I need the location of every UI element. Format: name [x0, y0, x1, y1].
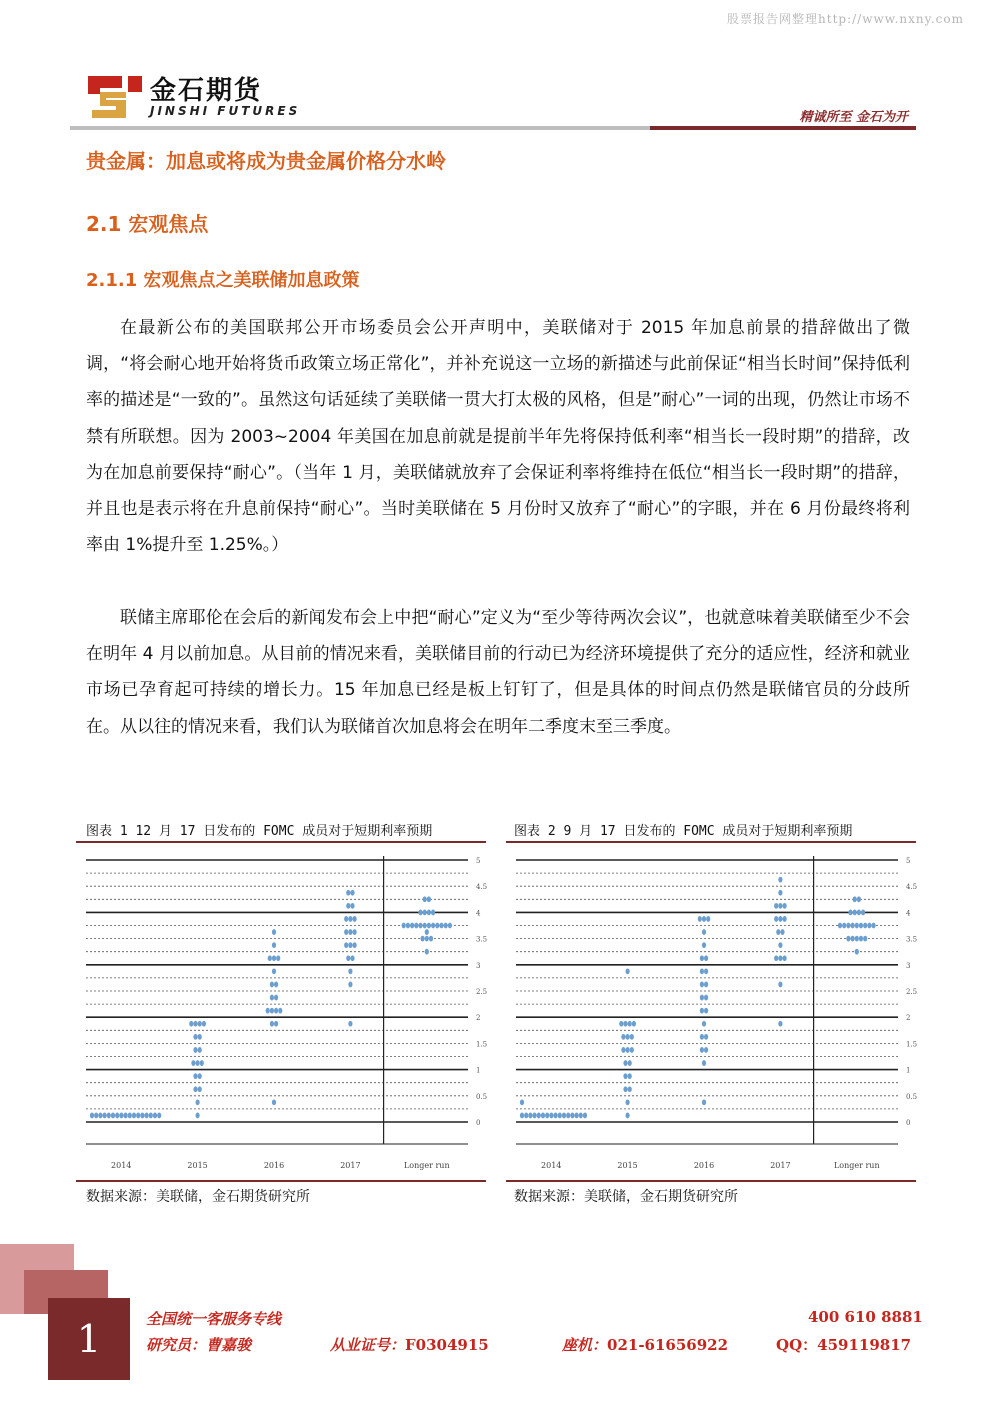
participant-dot: [855, 923, 859, 929]
participant-dot: [348, 968, 352, 974]
figure-rule: [506, 841, 916, 843]
y-tick-label: 0.5: [476, 1092, 488, 1101]
participant-dot: [266, 1008, 270, 1014]
participant-dot: [348, 1021, 352, 1027]
participant-dot: [702, 929, 706, 935]
participant-dot: [778, 890, 782, 896]
participant-dot: [626, 968, 630, 974]
logo-icon: [86, 72, 144, 120]
participant-dot: [842, 923, 846, 929]
participant-dot: [103, 1113, 107, 1119]
x-tick-label: 2016: [263, 1161, 285, 1170]
participant-dot: [872, 923, 876, 929]
participant-dot: [778, 955, 782, 961]
figure-rule: [506, 1180, 916, 1182]
participant-dot: [700, 1047, 704, 1053]
analyst-row: [146, 1334, 251, 1355]
y-tick-label: 1.5: [906, 1040, 918, 1049]
qq-row: [776, 1334, 911, 1355]
analyst-name: 曹嘉骏: [206, 1336, 252, 1354]
paragraph: 在最新公布的美国联邦公开市场委员会公开声明中，美联储对于 2015 年加息前景的措辞做出了微调，“将会耐心地开始将货币政策立场正常化”，并补充说这一立场的新描述与此前保证“相当长时间”保持低利率的描述是“一致的”。虽然这句话延续了美联储一贯大打太极的风格，但是”耐心”一词的出现，仍然让市场不禁有所联想。因为 2003~2004 年美国在加息前就是提前半年先将保持低利率“相当长一段时期”的措辞，改为在加息前要保持“耐心”。（当年 1 月，美联储就放弃了会保证利率将维持在低位“相当长一段时期”的措辞，并且也是表示将在升息前保持“耐心”。当时美联储在 5 月份时又放弃了“耐心”的字眼，并在 6 月份最终将利率由 1%提升至 1.25%。）: [86, 318, 910, 556]
participant-dot: [270, 982, 274, 988]
participant-dot: [198, 1047, 202, 1053]
participant-dot: [700, 995, 704, 1001]
participant-dot: [867, 923, 871, 929]
participant-dot: [191, 1060, 195, 1066]
participant-dot: [145, 1113, 149, 1119]
participant-dot: [410, 923, 414, 929]
participant-dot: [558, 1113, 562, 1119]
participant-dot: [272, 968, 276, 974]
participant-dot: [429, 936, 433, 942]
participant-dot: [350, 903, 354, 909]
participant-dot: [90, 1113, 94, 1119]
participant-dot: [193, 1021, 197, 1027]
participant-dot: [193, 1047, 197, 1053]
participant-dot: [425, 936, 429, 942]
phone-number: 021-61656922: [607, 1336, 729, 1354]
participant-dot: [549, 1113, 553, 1119]
subsubsection-heading: 2.1.1 宏观焦点之美联储加息政策: [86, 270, 360, 291]
participant-dot: [425, 949, 429, 955]
participant-dot: [628, 1073, 632, 1079]
participant-dot: [448, 923, 452, 929]
participant-dot: [140, 1113, 144, 1119]
x-tick-label: 2017: [340, 1161, 361, 1170]
participant-dot: [626, 1034, 630, 1040]
x-tick-label: 2014: [541, 1161, 562, 1170]
participant-dot: [783, 916, 787, 922]
participant-dot: [274, 995, 278, 1001]
analyst-label: 研究员：: [146, 1336, 207, 1354]
participant-dot: [704, 1047, 708, 1053]
participant-dot: [344, 942, 348, 948]
y-tick-label: 4: [476, 909, 481, 918]
y-tick-label: 5: [476, 857, 481, 865]
figure-rule: [76, 1180, 486, 1182]
participant-dot: [533, 1113, 537, 1119]
participant-dot: [623, 1060, 627, 1066]
participant-dot: [780, 929, 784, 935]
y-tick-label: 0: [476, 1119, 481, 1127]
participant-dot: [778, 903, 782, 909]
qq-label: QQ：: [776, 1336, 818, 1354]
y-tick-label: 4.5: [906, 883, 918, 892]
participant-dot: [189, 1021, 193, 1027]
participant-dot: [626, 1099, 630, 1105]
participant-dot: [196, 1060, 200, 1066]
header-rule-grey: [70, 126, 650, 130]
participant-dot: [418, 910, 422, 916]
participant-dot: [427, 896, 431, 902]
participant-dot: [435, 923, 439, 929]
participant-dot: [157, 1113, 161, 1119]
participant-dot: [348, 982, 352, 988]
participant-dot: [128, 1113, 132, 1119]
participant-dot: [136, 1113, 140, 1119]
participant-dot: [583, 1113, 587, 1119]
participant-dot: [202, 1021, 206, 1027]
x-tick-label: Longer run: [833, 1161, 880, 1170]
figure-source: 数据来源：美联储，金石期货研究所: [514, 1189, 738, 1205]
participant-dot: [628, 1060, 632, 1066]
participant-dot: [132, 1113, 136, 1119]
participant-dot: [348, 942, 352, 948]
participant-dot: [855, 936, 859, 942]
participant-dot: [855, 949, 859, 955]
x-tick-label: 2017: [770, 1161, 791, 1170]
y-tick-label: 3: [906, 961, 911, 970]
y-tick-label: 1.5: [476, 1040, 488, 1049]
participant-dot: [706, 916, 710, 922]
participant-dot: [423, 896, 427, 902]
participant-dot: [421, 936, 425, 942]
y-tick-label: 0: [906, 1119, 911, 1127]
participant-dot: [853, 896, 857, 902]
figure-rule: [76, 841, 486, 843]
participant-dot: [274, 1021, 278, 1027]
y-tick-label: 0.5: [906, 1092, 918, 1101]
y-tick-label: 2.5: [906, 988, 918, 996]
participant-dot: [353, 942, 357, 948]
participant-dot: [423, 910, 427, 916]
participant-dot: [863, 936, 867, 942]
x-tick-label: 2015: [187, 1161, 208, 1170]
participant-dot: [621, 1047, 625, 1053]
participant-dot: [702, 942, 706, 948]
participant-dot: [353, 916, 357, 922]
participant-dot: [702, 916, 706, 922]
x-tick-label: 2016: [693, 1161, 715, 1170]
participant-dot: [778, 1021, 782, 1027]
participant-dot: [193, 1073, 197, 1079]
y-tick-label: 5: [906, 857, 911, 865]
participant-dot: [778, 982, 782, 988]
participant-dot: [98, 1113, 102, 1119]
participant-dot: [193, 1086, 197, 1092]
participant-dot: [630, 1047, 634, 1053]
participant-dot: [778, 877, 782, 883]
figure-source: 数据来源：美联储，金石期货研究所: [86, 1189, 310, 1205]
slogan: 精诚所至 金石为开: [799, 110, 908, 125]
participant-dot: [838, 923, 842, 929]
participant-dot: [153, 1113, 157, 1119]
participant-dot: [272, 942, 276, 948]
y-tick-label: 1: [476, 1066, 481, 1075]
participant-dot: [861, 910, 865, 916]
participant-dot: [700, 1008, 704, 1014]
participant-dot: [344, 929, 348, 935]
participant-dot: [704, 995, 708, 1001]
participant-dot: [270, 995, 274, 1001]
participant-dot: [566, 1113, 570, 1119]
participant-dot: [200, 1060, 204, 1066]
phone-label: 座机：: [562, 1336, 608, 1354]
participant-dot: [570, 1113, 574, 1119]
participant-dot: [704, 955, 708, 961]
participant-dot: [575, 1113, 579, 1119]
logo-text-en: JINSHI FUTURES: [150, 104, 301, 118]
participant-dot: [196, 1099, 200, 1105]
figure-title: 图表 2 9 月 17 日发布的 FOMC 成员对于短期利率预期: [514, 824, 853, 839]
participant-dot: [346, 955, 350, 961]
participant-dot: [774, 903, 778, 909]
participant-dot: [353, 929, 357, 935]
participant-dot: [427, 910, 431, 916]
participant-dot: [628, 1021, 632, 1027]
participant-dot: [630, 1034, 634, 1040]
participant-dot: [848, 910, 852, 916]
participant-dot: [272, 929, 276, 935]
participant-dot: [272, 955, 276, 961]
participant-dot: [444, 923, 448, 929]
page-number: 1: [76, 1317, 102, 1361]
participant-dot: [196, 1113, 200, 1119]
participant-dot: [623, 1021, 627, 1027]
participant-dot: [198, 1034, 202, 1040]
x-tick-label: Longer run: [403, 1161, 450, 1170]
logo-text-cn: 金石期货: [150, 76, 263, 106]
participant-dot: [619, 1021, 623, 1027]
participant-dot: [198, 1073, 202, 1079]
participant-dot: [198, 1086, 202, 1092]
figure-title: 图表 1 12 月 17 日发布的 FOMC 成员对于短期利率预期: [86, 824, 433, 839]
y-tick-label: 2: [476, 1014, 481, 1023]
participant-dot: [628, 1086, 632, 1092]
participant-dot: [119, 1113, 123, 1119]
participant-dot: [778, 916, 782, 922]
participant-dot: [846, 936, 850, 942]
participant-dot: [149, 1113, 153, 1119]
participant-dot: [554, 1113, 558, 1119]
participant-dot: [626, 1113, 630, 1119]
participant-dot: [632, 1021, 636, 1027]
participant-dot: [704, 968, 708, 974]
x-tick-label: 2015: [617, 1161, 638, 1170]
participant-dot: [537, 1113, 541, 1119]
participant-dot: [423, 923, 427, 929]
participant-dot: [859, 936, 863, 942]
participant-dot: [846, 923, 850, 929]
y-tick-label: 3.5: [906, 935, 918, 944]
participant-dot: [702, 1021, 706, 1027]
participant-dot: [348, 916, 352, 922]
participant-dot: [520, 1099, 524, 1105]
participant-dot: [439, 923, 443, 929]
participant-dot: [270, 1021, 274, 1027]
participant-dot: [402, 923, 406, 929]
participant-dot: [350, 890, 354, 896]
participant-dot: [344, 916, 348, 922]
y-tick-label: 4: [906, 909, 911, 918]
header-rule-red: [650, 126, 916, 130]
y-tick-label: 3.5: [476, 935, 488, 944]
section-heading: 贵金属：加息或将成为贵金属价格分水岭: [86, 149, 446, 173]
y-tick-label: 2.5: [476, 988, 488, 996]
participant-dot: [853, 910, 857, 916]
participant-dot: [425, 929, 429, 935]
participant-dot: [406, 923, 410, 929]
paragraph: 联储主席耶伦在会后的新闻发布会上中把“耐心”定义为“至少等待两次会议”，也就意味着美联储至少不会在明年 4 月以前加息。从目前的情况来看，美联储目前的行动已为经济环境提供了充分的适应性，经济和就业市场已孕育起可持续的增长力。15 年加息已经是板上钉钉了，但是具体的时间点仍然是联储官员的分歧所在。从以往的情况来看，我们认为联储首次加息将会在明年二季度末至三季度。: [86, 608, 910, 737]
participant-dot: [418, 923, 422, 929]
y-tick-label: 1: [906, 1066, 911, 1075]
watermark: 股票报告网整理http://www.nxny.com: [727, 12, 964, 26]
participant-dot: [704, 1008, 708, 1014]
hotline-label: 全国统一客服务专线: [146, 1310, 282, 1328]
participant-dot: [851, 923, 855, 929]
participant-dot: [562, 1113, 566, 1119]
phone-row: [562, 1334, 728, 1355]
participant-dot: [776, 929, 780, 935]
participant-dot: [857, 910, 861, 916]
participant-dot: [94, 1113, 98, 1119]
y-tick-label: 2: [906, 1014, 911, 1023]
hotline-number: 400 610 8881: [808, 1308, 923, 1326]
participant-dot: [431, 923, 435, 929]
participant-dot: [863, 923, 867, 929]
participant-dot: [272, 1099, 276, 1105]
participant-dot: [111, 1113, 115, 1119]
participant-dot: [621, 1034, 625, 1040]
participant-dot: [783, 955, 787, 961]
participant-dot: [783, 903, 787, 909]
participant-dot: [700, 955, 704, 961]
participant-dot: [115, 1113, 119, 1119]
x-tick-label: 2014: [111, 1161, 132, 1170]
participant-dot: [859, 923, 863, 929]
participant-dot: [346, 890, 350, 896]
participant-dot: [414, 923, 418, 929]
y-tick-label: 4.5: [476, 883, 488, 892]
participant-dot: [350, 955, 354, 961]
participant-dot: [193, 1034, 197, 1040]
participant-dot: [704, 1034, 708, 1040]
participant-dot: [107, 1113, 111, 1119]
participant-dot: [346, 903, 350, 909]
participant-dot: [857, 896, 861, 902]
participant-dot: [704, 982, 708, 988]
fomc-dot-plot-december: [76, 848, 486, 1178]
participant-dot: [541, 1113, 545, 1119]
license-label: 从业证号：: [330, 1336, 406, 1354]
y-tick-label: 3: [476, 961, 481, 970]
participant-dot: [698, 916, 702, 922]
participant-dot: [520, 1113, 524, 1119]
participant-dot: [778, 942, 782, 948]
participant-dot: [700, 968, 704, 974]
participant-dot: [774, 955, 778, 961]
participant-dot: [124, 1113, 128, 1119]
participant-dot: [427, 923, 431, 929]
participant-dot: [545, 1113, 549, 1119]
participant-dot: [774, 916, 778, 922]
participant-dot: [278, 1008, 282, 1014]
subsection-heading: 2.1 宏观焦点: [86, 212, 209, 236]
participant-dot: [851, 936, 855, 942]
participant-dot: [579, 1113, 583, 1119]
participant-dot: [702, 1060, 706, 1066]
participant-dot: [626, 1047, 630, 1053]
participant-dot: [528, 1113, 532, 1119]
participant-dot: [268, 955, 272, 961]
participant-dot: [700, 982, 704, 988]
participant-dot: [623, 1073, 627, 1079]
participant-dot: [623, 1086, 627, 1092]
participant-dot: [702, 1099, 706, 1105]
participant-dot: [276, 955, 280, 961]
participant-dot: [270, 1008, 274, 1014]
fomc-dot-plot-september: [506, 848, 916, 1178]
participant-dot: [274, 1008, 278, 1014]
license-number: F0304915: [405, 1336, 489, 1354]
license-row: [330, 1334, 489, 1355]
participant-dot: [274, 982, 278, 988]
qq-number: 459119817: [817, 1336, 912, 1354]
participant-dot: [348, 929, 352, 935]
participant-dot: [700, 1034, 704, 1040]
participant-dot: [431, 910, 435, 916]
participant-dot: [198, 1021, 202, 1027]
participant-dot: [524, 1113, 528, 1119]
